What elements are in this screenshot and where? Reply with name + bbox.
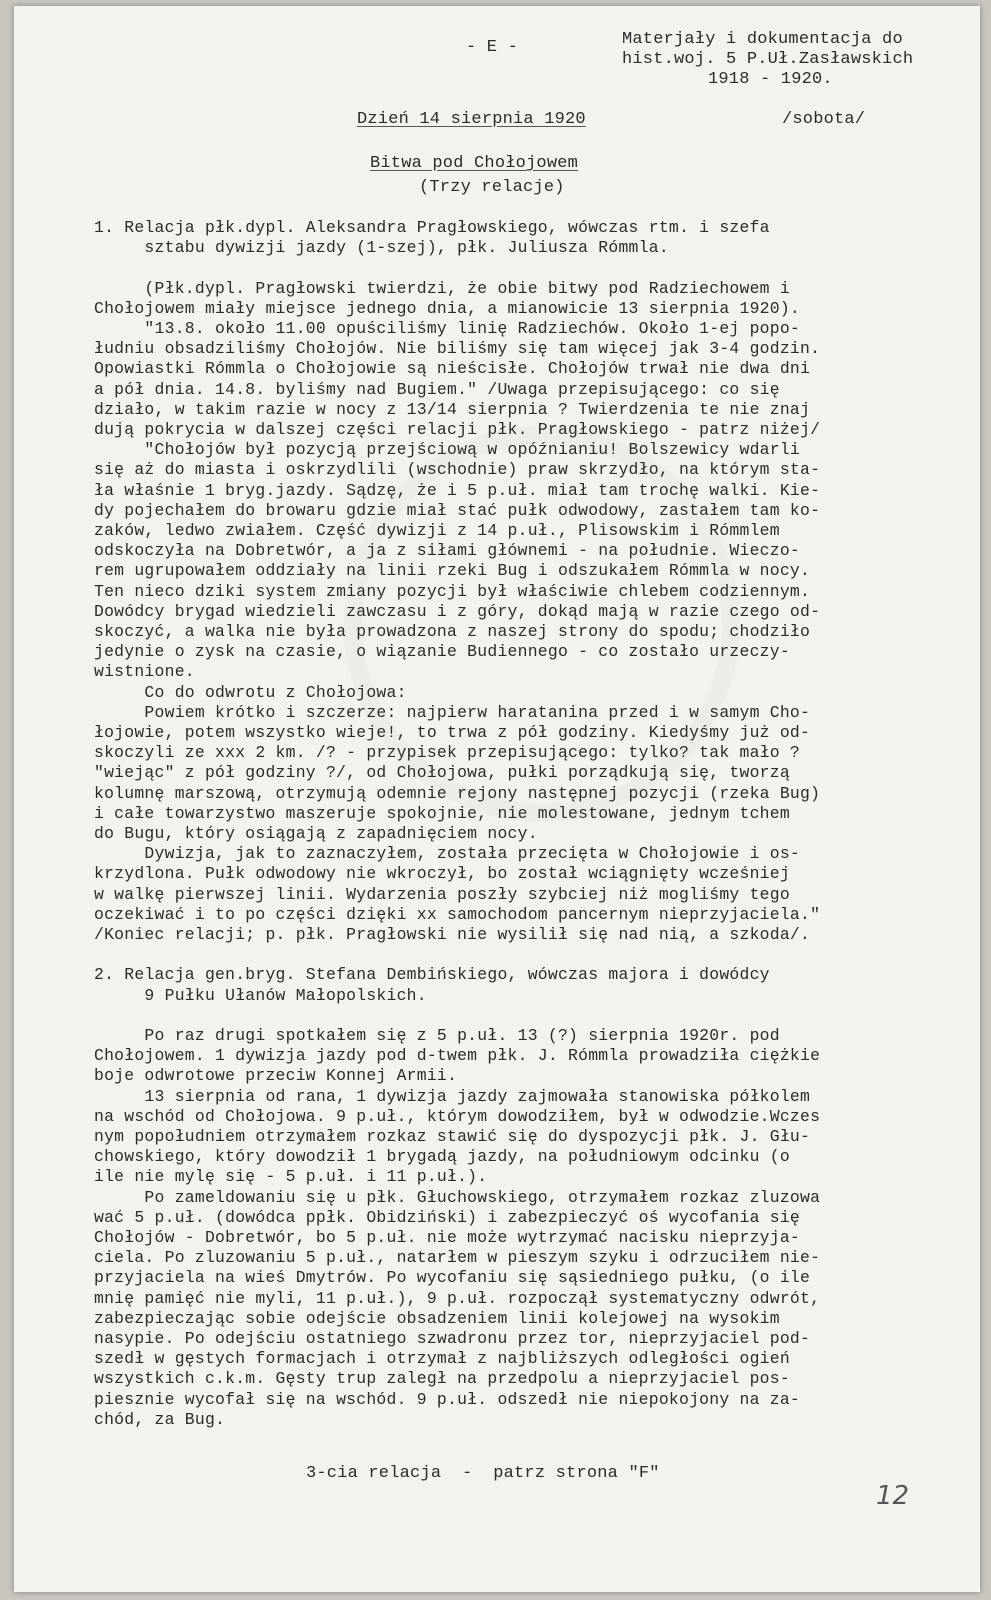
- body-line: skoczyli ze xxx 2 km. /? - przypisek przepisującego: tylko? tak mało ?: [94, 743, 801, 763]
- body-line: "wiejąc" z pół godziny ?/, od Chołojowa, pułki porządkują się, tworzą: [94, 763, 790, 783]
- body-line: kolumnę marszową, otrzymują odemnie rejony następnej pozycji (rzeka Bug): [94, 783, 821, 803]
- body-line: rem ugrupowałem oddziały na linii rzeki Bug i odszukałem Rómmla w nocy.: [94, 561, 811, 581]
- body-line: wistnione.: [94, 662, 195, 682]
- body-line: krzydlona. Pułk odwodowy nie wkroczył, bo został wciągnięty wcześniej: [94, 864, 790, 884]
- body-line: 2. Relacja gen.bryg. Stefana Dembińskiego, wówczas majora i dowódcy: [94, 965, 770, 985]
- body-line: łudniu obsadziliśmy Chołojów. Nie biliśmy się tam więcej jak 3-4 godzin.: [94, 339, 821, 359]
- body-line: odskoczyła na Dobretwór, a ja z siłami głównemi - na południe. Wieczo-: [94, 541, 801, 561]
- body-line: chowskiego, który dowodził 1 brygadą jazdy, na południowym odcinku (o: [94, 1147, 790, 1167]
- body-line: się aż do miasta i oskrzydlili (wschodnie) praw skrzydło, na którym sta-: [94, 460, 821, 480]
- body-line: Chołojowem miały miejsce jednego dnia, a mianowicie 13 sierpnia 1920).: [94, 298, 801, 318]
- document-weekday: /sobota/: [782, 110, 866, 129]
- handwritten-page-number: 12: [876, 1481, 910, 1511]
- body-line: ile nie mylę się - 5 p.uł. i 11 p.uł.).: [94, 1167, 488, 1187]
- body-line: Dywizja, jak to zaznaczyłem, została przecięta w Chołojowie i os-: [94, 844, 801, 864]
- body-line: chód, za Bug.: [94, 1409, 226, 1429]
- body-line: zabezpieczając sobie odejście obsadzeniem linii kolejowej na wysokim: [94, 1308, 780, 1328]
- body-line: wszystkich c.k.m. Gęsty trup zaległ na przedpolu a nieprzyjaciel pos-: [94, 1369, 790, 1389]
- body-line: działo, w takim razie w nocy z 13/14 sierpnia ? Twierdzenia te nie znaj: [94, 399, 811, 419]
- archive-line-3: 1918 - 1920.: [708, 70, 833, 89]
- body-line: jedynie o zysk na czasie, o wiązanie Budiennego - co zostało urzeczy-: [94, 642, 790, 662]
- body-line: boje odwrotowe przeciw Konnej Armii.: [94, 1066, 458, 1086]
- document-subtitle: (Trzy relacje): [419, 178, 565, 197]
- body-line: ciela. Po zluzowaniu 5 p.uł., natarłem w pieszym szyku i odrzuciłem nie-: [94, 1248, 821, 1268]
- body-line: Po zameldowaniu się u płk. Głuchowskiego, otrzymałem rozkaz zluzowa: [94, 1187, 821, 1207]
- document-date: Dzień 14 sierpnia 1920: [357, 110, 586, 129]
- body-line: wać 5 p.uł. (dowódca ppłk. Obidziński) i zabezpieczyć oś wycofania się: [94, 1207, 801, 1227]
- body-line: 9 Pułku Ułanów Małopolskich.: [94, 985, 427, 1005]
- body-line: łojowie, potem wszystko wieje!, to trwa z pół godziny. Kiedyśmy już od-: [94, 723, 811, 742]
- body-line: a pół dnia. 14.8. byliśmy nad Bugiem." /Uwaga przepisującego: co się: [94, 379, 780, 399]
- body-line: przyjaciela na wieś Dmytrów. Po wycofaniu się sąsiedniego pułku, (o ile: [94, 1268, 811, 1288]
- page-marker: - E -: [466, 38, 519, 57]
- body-line: sztabu dywizji jazdy (1-szej), płk. Juliusza Rómmla.: [94, 238, 669, 258]
- body-line: dy pojechałem do browaru gdzie miał stać pułk odwodowy, zastałem tam ko-: [94, 500, 821, 520]
- body-line: ła właśnie 1 bryg.jazdy. Sądzę, że i 5 p.uł. miał tam trochę walki. Kie-: [94, 480, 821, 500]
- document-title: Bitwa pod Chołojowem: [370, 154, 579, 173]
- body-line: i całe towarzystwo maszeruje spokojnie, nie molestowane, jednym tchem: [94, 803, 790, 823]
- body-line: oczekiwać i to po części dzięki xx samochodom pancernym nieprzyjaciela.": [94, 904, 821, 924]
- body-line: szedł w gęstych formacjach i otrzymał z najbliższych odległości ogień: [94, 1349, 790, 1369]
- body-line: nasypie. Po odejściu ostatniego szwadronu przez tor, nieprzyjaciel pod-: [94, 1329, 811, 1348]
- body-line: dują pokrycia w dalszej części relacji płk. Pragłowskiego - patrz niżej/: [94, 420, 821, 439]
- body-line: Ten nieco dziki system zmiany pozycji był właściwie chlebem codziennym.: [94, 581, 811, 601]
- body-line: do Bugu, który osiągają z zapadnięciem nocy.: [94, 824, 538, 843]
- body-line: nym popołudniem otrzymałem rozkaz stawić się do dyspozycji płk. J. Głu-: [94, 1127, 811, 1146]
- body-line: Powiem krótko i szczerze: najpierw haratanina przed i w samym Cho-: [94, 702, 811, 722]
- body-line: Co do odwrotu z Chołojowa:: [94, 682, 407, 702]
- body-line: 1. Relacja płk.dypl. Aleksandra Pragłowskiego, wówczas rtm. i szefa: [94, 218, 770, 237]
- body-line: (Płk.dypl. Pragłowski twierdzi, że obie bitwy pod Radziechowem i: [94, 278, 790, 298]
- body-line: "Chołojów był pozycją przejściową w opóźnianiu! Bolszewicy wdarli: [94, 440, 801, 460]
- body-line: Chołojowem. 1 dywizja jazdy pod d-twem płk. J. Rómmla prowadziła ciężkie: [94, 1046, 821, 1066]
- body-line: Opowiastki Rómmla o Chołojowie są nieścisłe. Chołojów trwał nie dwa dni: [94, 359, 811, 379]
- document-page: [14, 6, 980, 1592]
- body-line: Dowódcy brygad wiedzieli zawczasu i z góry, dokąd mają w razie czego od-: [94, 601, 821, 621]
- body-line: zaków, ledwo zwiałem. Część dywizji z 14 p.uł., Plisowskim i Rómmlem: [94, 521, 780, 540]
- body-line: Chołojów - Dobretwór, bo 5 p.uł. nie może wytrzymać nacisku nieprzyja-: [94, 1228, 801, 1247]
- archive-line-1: Materjały i dokumentacja do: [622, 30, 903, 49]
- body-line: /Koniec relacji; p. płk. Pragłowski nie wysilił się nad nią, a szkoda/.: [94, 925, 811, 944]
- body-line: w walkę pierwszej linii. Wydarzenia poszły szybciej niż mogliśmy tego: [94, 884, 790, 904]
- body-line: "13.8. około 11.00 opuściliśmy linię Radziechów. Około 1-ej popo-: [94, 319, 801, 338]
- body-line: piesznie wycofał się na wschód. 9 p.uł. odszedł nie niepokojony na za-: [94, 1389, 801, 1409]
- body-line: skoczyć, a walka nie była prowadzona z naszej strony do spodu; chodziło: [94, 622, 811, 641]
- body-line: Po raz drugi spotkałem się z 5 p.uł. 13 (?) sierpnia 1920r. pod: [94, 1026, 780, 1045]
- next-relation-note: 3-cia relacja - patrz strona "F": [306, 1464, 660, 1483]
- body-line: 13 sierpnia od rana, 1 dywizja jazdy zajmowała stanowiska półkolem: [94, 1086, 811, 1106]
- body-line: mnię pamięć nie myli, 11 p.uł.), 9 p.uł. rozpoczął systematyczny odwrót,: [94, 1288, 821, 1308]
- archive-line-2: hist.woj. 5 P.Uł.Zasławskich: [622, 50, 914, 69]
- body-line: na wschód od Chołojowa. 9 p.uł., którym dowodziłem, był w odwodzie.Wczes: [94, 1106, 821, 1126]
